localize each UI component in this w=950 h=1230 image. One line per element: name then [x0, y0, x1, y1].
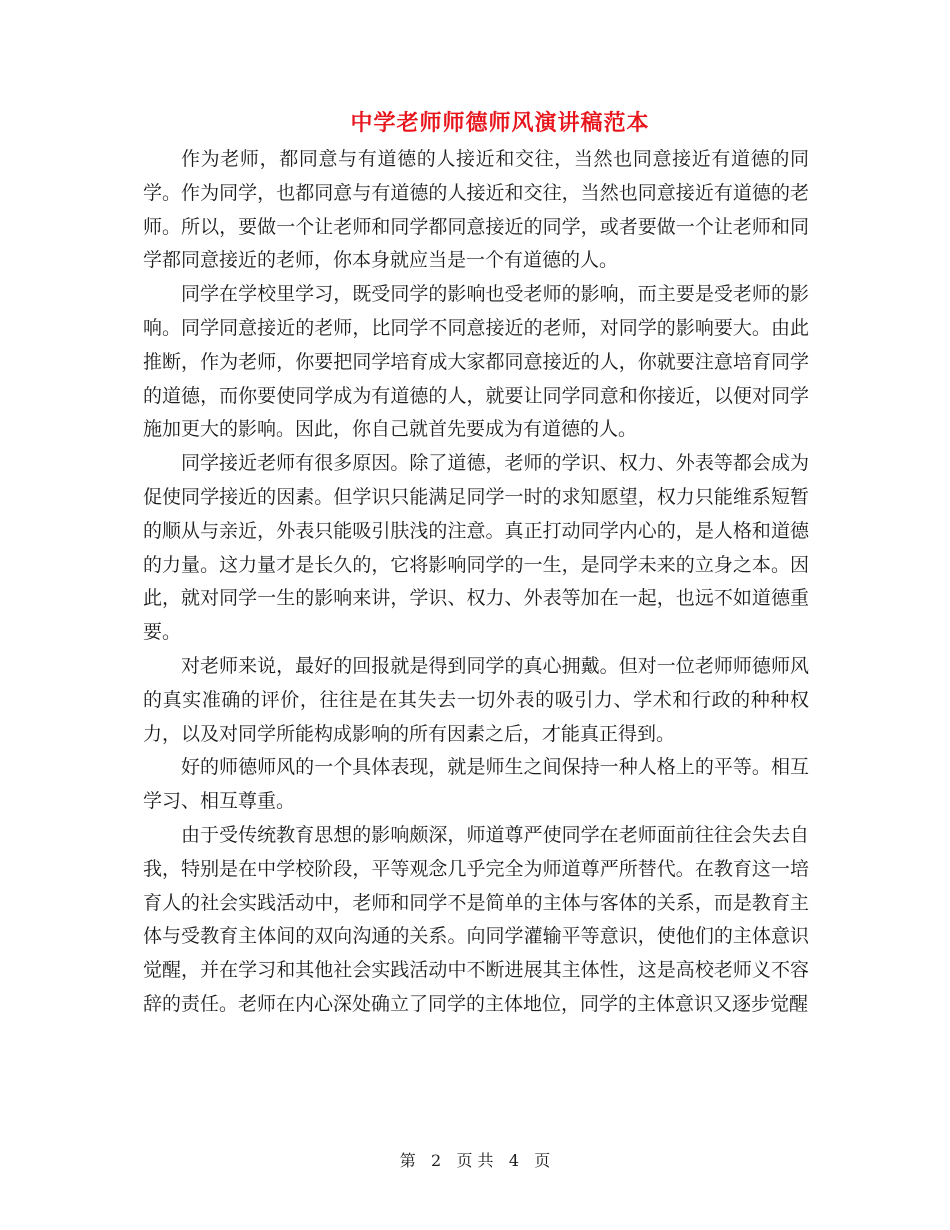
- page-footer: [0, 1150, 950, 1172]
- footer-prefix: 第: [399, 1151, 416, 1170]
- document-body: [143, 143, 809, 1022]
- footer-total-pages: 4: [508, 1151, 520, 1170]
- footer-suffix: 页: [534, 1151, 551, 1170]
- paragraph-3: 同学接近老师有很多原因。除了道德，老师的学识、权力、外表等都会成为促使同学接近的因素。但学识只能满足同学一时的求知愿望，权力只能维系短暂的顺从与亲近，外表只能吸引肤浅的注意。真正打动同学内心的，是人格和道德的力量。这力量才是长久的，它将影响同学的一生，是同学未来的立身之本。因此，就对同学一生的影响来讲，学识、权力、外表等加在一起，也远不如道德重要。: [143, 452, 809, 644]
- footer-middle: 页 共: [456, 1151, 494, 1170]
- paragraph-5: 好的师德师风的一个具体表现，就是师生之间保持一种人格上的平等。相互学习、相互尊重。: [143, 756, 809, 813]
- document-title: 中学老师师德师风演讲稿范本: [350, 110, 650, 136]
- paragraph-1: 作为老师，都同意与有道德的人接近和交往，当然也同意接近有道德的同学。作为同学，也都同意与有道德的人接近和交往，当然也同意接近有道德的老师。所以，要做一个让老师和同学都同意接近的同学，或者要做一个让老师和同学都同意接近的老师，你本身就应当是一个有道德的人。: [143, 148, 809, 272]
- paragraph-4: 对老师来说，最好的回报就是得到同学的真心拥戴。但对一位老师师德师风的真实准确的评价，往往是在其失去一切外表的吸引力、学术和行政的种种权力，以及对同学所能构成影响的所有因素之后，才能真正得到。: [143, 654, 809, 745]
- paragraph-2: 同学在学校里学习，既受同学的影响也受老师的影响，而主要是受老师的影响。同学同意接近的老师，比同学不同意接近的老师，对同学的影响要大。由此推断，作为老师，你要把同学培育成大家都同意接近的人，你就要注意培育同学的道德，而你要使同学成为有道德的人，就要让同学同意和你接近，以便对同学施加更大的影响。因此，你自己就首先要成为有道德的人。: [143, 283, 809, 441]
- footer-page-number: 2: [430, 1151, 442, 1170]
- paragraph-6: 由于受传统教育思想的影响颇深，师道尊严使同学在老师面前往往会失去自我，特别是在中学校阶段，平等观念几乎完全为师道尊严所替代。在教育这一培育人的社会实践活动中，老师和同学不是简单的主体与客体的关系，而是教育主体与受教育主体间的双向沟通的关系。向同学灌输平等意识，使他们的主体意识觉醒，并在学习和其他社会实践活动中不断进展其主体性，这是高校老师义不容辞的责任。老师在内心深处确立了同学的主体地位，同学的主体意识又逐步觉醒: [143, 823, 809, 1015]
